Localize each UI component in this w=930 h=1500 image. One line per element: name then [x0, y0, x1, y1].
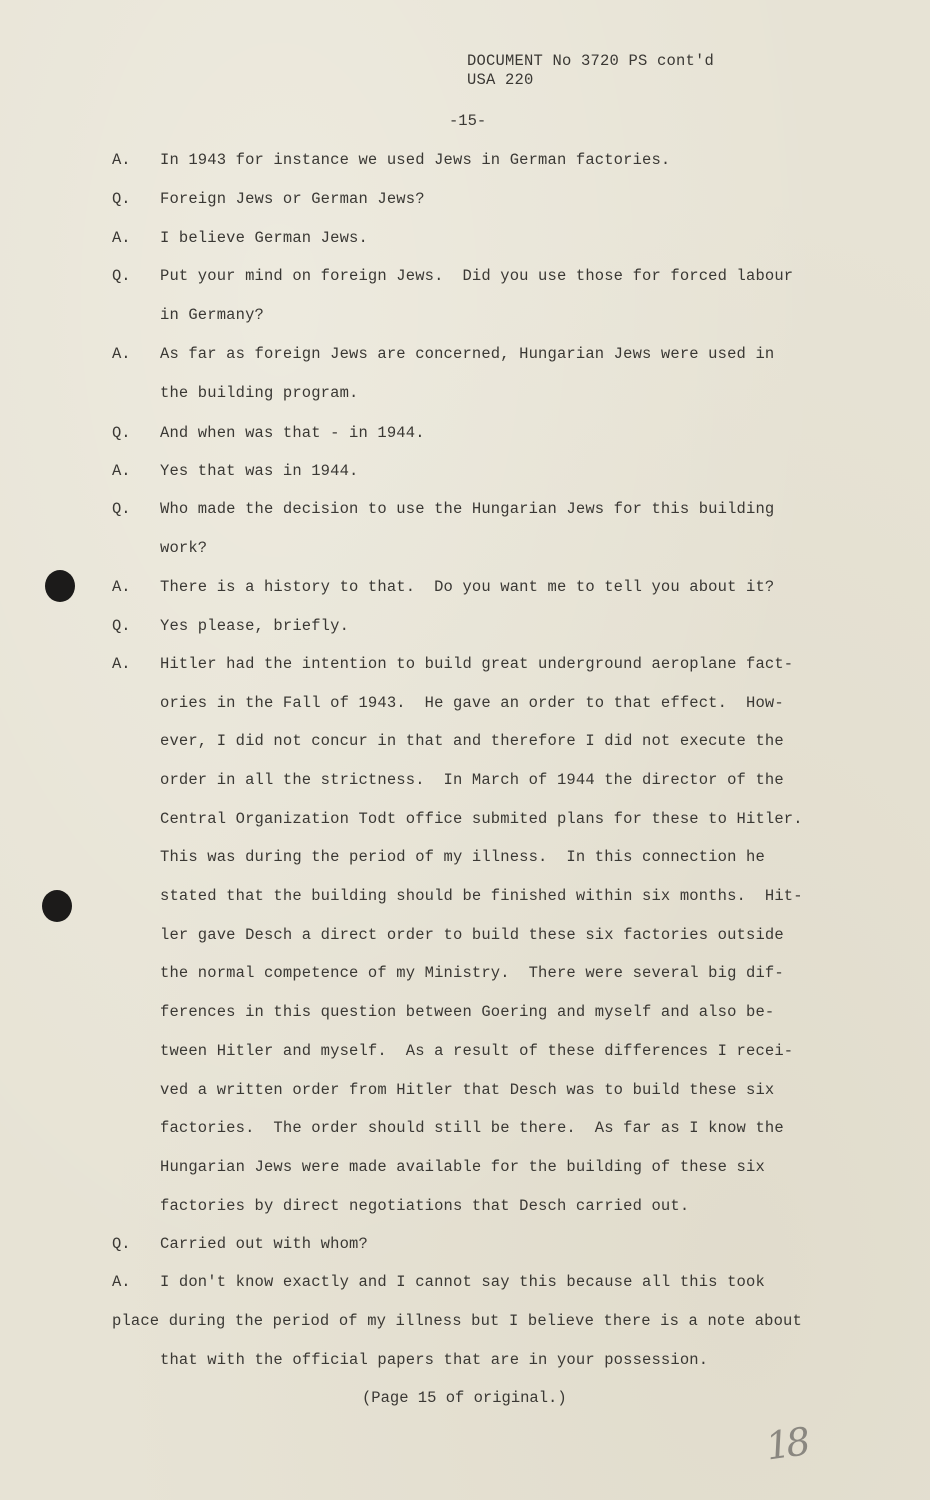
speaker-label: Q. [112, 1235, 131, 1253]
transcript-line: factories. The order should still be there. As far as I know the [160, 1119, 784, 1137]
speaker-label: Q. [112, 424, 131, 442]
page-marker: -15- [449, 112, 487, 130]
transcript-line: Who made the decision to use the Hungarian Jews for this building [160, 500, 775, 518]
speaker-label: Q. [112, 617, 131, 635]
transcript-line: that with the official papers that are in your possession. [160, 1351, 709, 1369]
transcript-line: Hungarian Jews were made available for the building of these six [160, 1158, 765, 1176]
transcript-line: ever, I did not concur in that and therefore I did not execute the [160, 732, 784, 750]
transcript-line: Central Organization Todt office submited plans for these to Hitler. [160, 810, 803, 828]
page-of-original: (Page 15 of original.) [362, 1389, 567, 1407]
transcript-line: I don't know exactly and I cannot say this because all this took [160, 1273, 765, 1291]
transcript-line: In 1943 for instance we used Jews in German factories. [160, 151, 671, 169]
transcript-line: Put your mind on foreign Jews. Did you use those for forced labour [160, 267, 794, 285]
transcript-line: ferences in this question between Goering and myself and also be- [160, 1003, 775, 1021]
transcript-line: Yes please, briefly. [160, 617, 350, 635]
transcript-line: ler gave Desch a direct order to build these six factories outside [160, 926, 784, 944]
speaker-label: Q. [112, 500, 131, 518]
transcript-line: I believe German Jews. [160, 229, 368, 247]
speaker-label: Q. [112, 267, 131, 285]
speaker-label: A. [112, 229, 131, 247]
exhibit-number: USA 220 [467, 71, 534, 89]
document-number: DOCUMENT No 3720 PS cont'd [467, 52, 715, 70]
transcript-line: Yes that was in 1944. [160, 462, 359, 480]
transcript-line: work? [160, 539, 208, 557]
transcript-line: in Germany? [160, 306, 264, 324]
speaker-label: A. [112, 655, 131, 673]
transcript-line: the building program. [160, 384, 359, 402]
transcript-line: factories by direct negotiations that Desch carried out. [160, 1197, 690, 1215]
handwritten-page-number: 18 [763, 1419, 810, 1469]
transcript-line: ories in the Fall of 1943. He gave an order to that effect. How- [160, 694, 784, 712]
document-header [467, 52, 714, 90]
transcript-line: Carried out with whom? [160, 1235, 368, 1253]
transcript-line: ved a written order from Hitler that Desch was to build these six [160, 1081, 775, 1099]
speaker-label: A. [112, 462, 131, 480]
transcript-line: This was during the period of my illness. In this connection he [160, 848, 765, 866]
transcript-line: And when was that - in 1944. [160, 424, 425, 442]
speaker-label: A. [112, 151, 131, 169]
transcript-line: As far as foreign Jews are concerned, Hungarian Jews were used in [160, 345, 775, 363]
transcript-line: There is a history to that. Do you want me to tell you about it? [160, 578, 775, 596]
transcript-line: order in all the strictness. In March of 1944 the director of the [160, 771, 784, 789]
transcript-line: place during the period of my illness but I believe there is a note about [112, 1312, 802, 1330]
transcript-line: the normal competence of my Ministry. There were several big dif- [160, 964, 784, 982]
transcript-line: Foreign Jews or German Jews? [160, 190, 425, 208]
speaker-label: A. [112, 578, 131, 596]
punch-hole-icon [45, 570, 75, 602]
transcript-line: tween Hitler and myself. As a result of these differences I recei- [160, 1042, 794, 1060]
speaker-label: Q. [112, 190, 131, 208]
punch-hole-icon [42, 890, 72, 922]
speaker-label: A. [112, 1273, 131, 1291]
transcript-line: stated that the building should be finished within six months. Hit- [160, 887, 803, 905]
transcript-line: Hitler had the intention to build great underground aeroplane fact- [160, 655, 794, 673]
speaker-label: A. [112, 345, 131, 363]
